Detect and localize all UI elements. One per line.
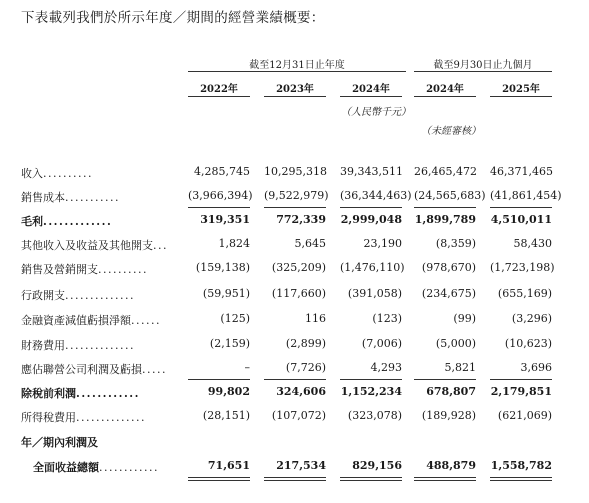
total-double-rule-top xyxy=(188,477,250,478)
table-cell: (1,476,110) xyxy=(340,261,405,274)
row-leader-dots: .............. xyxy=(65,339,135,352)
table-cell: – xyxy=(244,361,250,374)
table-cell: (621,069) xyxy=(497,409,552,422)
subtotal-rule xyxy=(414,379,476,380)
table-cell: 99,802 xyxy=(207,385,250,398)
row-label xyxy=(21,409,146,425)
table-cell: (391,058) xyxy=(347,287,402,300)
table-cell: (234,675) xyxy=(421,287,476,300)
table-cell: 4,510,011 xyxy=(490,213,552,226)
group-underline-annual xyxy=(188,71,406,72)
table-cell: 1,824 xyxy=(218,237,250,250)
subtotal-rule xyxy=(340,379,402,380)
table-cell: (325,209) xyxy=(271,261,326,274)
row-label xyxy=(21,237,168,253)
row-leader-dots: .............. xyxy=(65,289,135,302)
row-leader-dots: ............. xyxy=(43,215,113,228)
row-label-text: 其他收入及收益及其他開支 xyxy=(21,239,153,252)
table-cell: (7,006) xyxy=(361,337,402,350)
table-cell: (5,000) xyxy=(435,337,476,350)
table-cell: (9,522,979) xyxy=(264,189,329,202)
row-label-text: 所得稅費用 xyxy=(21,411,76,424)
row-label-text: 行政開支 xyxy=(21,289,65,302)
table-cell: (7,726) xyxy=(285,361,326,374)
table-cell: 58,430 xyxy=(513,237,552,250)
total-label-line2 xyxy=(33,459,159,475)
unit-note: （人民幣千元） xyxy=(341,107,411,118)
table-cell: (655,169) xyxy=(497,287,552,300)
table-cell: (36,344,463) xyxy=(340,189,412,202)
row-leader-dots: ... xyxy=(153,239,168,252)
year-header-4: 2025年 xyxy=(502,84,540,95)
table-cell: 1,152,234 xyxy=(340,385,402,398)
total-double-rule-top xyxy=(490,477,552,478)
total-cell: 217,534 xyxy=(276,459,326,472)
subtotal-rule xyxy=(264,379,326,380)
table-cell: (99) xyxy=(453,312,476,325)
table-cell: (41,861,454) xyxy=(490,189,562,202)
year-underline-3 xyxy=(414,96,476,97)
row-label xyxy=(21,287,135,303)
table-cell: (24,565,683) xyxy=(414,189,486,202)
table-cell: 772,339 xyxy=(276,213,326,226)
year-header-0: 2022年 xyxy=(200,84,238,95)
table-cell: 5,645 xyxy=(294,237,326,250)
subtotal-rule xyxy=(188,207,250,208)
total-cell: 71,651 xyxy=(207,459,250,472)
table-cell: (2,159) xyxy=(209,337,250,350)
table-cell: 2,179,851 xyxy=(490,385,552,398)
group-header-annual: 截至12月31日止年度 xyxy=(249,60,345,71)
row-leader-dots: ............ xyxy=(76,387,140,400)
table-cell: (8,359) xyxy=(435,237,476,250)
row-label xyxy=(21,361,167,377)
subtotal-rule xyxy=(340,207,402,208)
row-label-text: 銷售及營銷開支 xyxy=(21,263,98,276)
table-cell: 2,999,048 xyxy=(340,213,402,226)
total-label-text: 全面收益總額 xyxy=(33,461,99,474)
table-cell: 678,807 xyxy=(426,385,476,398)
row-label-text: 除稅前利潤 xyxy=(21,387,76,400)
row-label-text: 金融資產減值虧損淨額 xyxy=(21,314,131,327)
year-header-2: 2024年 xyxy=(352,84,390,95)
group-header-nine-month: 截至9月30日止九個月 xyxy=(433,60,533,71)
row-label xyxy=(21,385,140,401)
total-double-rule-bottom xyxy=(490,480,552,481)
subtotal-rule xyxy=(490,207,552,208)
total-double-rule-bottom xyxy=(264,480,326,481)
total-double-rule-top xyxy=(264,477,326,478)
year-underline-2 xyxy=(340,96,402,97)
row-label xyxy=(21,213,112,229)
total-double-rule-top xyxy=(414,477,476,478)
table-cell: (28,151) xyxy=(202,409,250,422)
table-cell: (3,296) xyxy=(511,312,552,325)
row-label-text: 應佔聯營公司利潤及虧損 xyxy=(21,363,142,376)
subtotal-rule xyxy=(414,207,476,208)
subtotal-rule xyxy=(264,207,326,208)
total-double-rule-top xyxy=(340,477,402,478)
table-cell: (2,899) xyxy=(285,337,326,350)
table-cell: 10,295,318 xyxy=(264,165,327,178)
row-label xyxy=(21,312,161,328)
year-header-3: 2024年 xyxy=(426,84,464,95)
row-leader-dots: .......... xyxy=(98,263,148,276)
year-underline-1 xyxy=(264,96,326,97)
table-cell: 39,343,511 xyxy=(340,165,403,178)
total-cell: 488,879 xyxy=(426,459,476,472)
table-cell: 1,899,789 xyxy=(414,213,476,226)
table-cell: 4,293 xyxy=(370,361,402,374)
row-leader-dots: ..... xyxy=(142,363,167,376)
row-label-text: 銷售成本 xyxy=(21,191,65,204)
row-label-text: 毛利 xyxy=(21,215,43,228)
table-cell: (117,660) xyxy=(271,287,326,300)
table-cell: (323,078) xyxy=(347,409,402,422)
table-cell: 324,606 xyxy=(276,385,326,398)
group-underline-nine-month xyxy=(414,71,552,72)
intro-text: 下表載列我們於所示年度／期間的經營業績概要： xyxy=(21,10,325,26)
table-cell: (125) xyxy=(220,312,250,325)
total-label-line1: 年／期內利潤及 xyxy=(21,436,98,449)
subtotal-rule xyxy=(490,379,552,380)
row-label xyxy=(21,189,120,205)
total-cell: 1,558,782 xyxy=(490,459,552,472)
total-double-rule-bottom xyxy=(414,480,476,481)
total-double-rule-bottom xyxy=(340,480,402,481)
table-cell: (3,966,394) xyxy=(188,189,253,202)
subtotal-rule xyxy=(188,379,250,380)
total-cell: 829,156 xyxy=(352,459,402,472)
table-cell: 26,465,472 xyxy=(414,165,477,178)
table-cell: 4,285,745 xyxy=(194,165,250,178)
row-leader-dots: ...... xyxy=(131,314,161,327)
table-cell: 116 xyxy=(305,312,326,325)
table-cell: (107,072) xyxy=(271,409,326,422)
row-label xyxy=(21,261,148,277)
table-cell: 46,371,465 xyxy=(490,165,553,178)
table-cell: (978,670) xyxy=(421,261,476,274)
table-cell: 3,696 xyxy=(520,361,552,374)
table-cell: (159,138) xyxy=(195,261,250,274)
year-underline-4 xyxy=(490,96,552,97)
table-cell: (10,623) xyxy=(504,337,552,350)
table-cell: (123) xyxy=(372,312,402,325)
table-cell: (59,951) xyxy=(202,287,250,300)
table-cell: (189,928) xyxy=(421,409,476,422)
table-cell: 5,821 xyxy=(444,361,476,374)
row-label xyxy=(21,165,93,181)
table-cell: 319,351 xyxy=(200,213,250,226)
table-cell: 23,190 xyxy=(363,237,402,250)
total-leader-dots: ............ xyxy=(99,461,159,474)
row-label-text: 財務費用 xyxy=(21,339,65,352)
row-leader-dots: .......... xyxy=(43,167,93,180)
row-label xyxy=(21,337,135,353)
year-header-1: 2023年 xyxy=(276,84,314,95)
row-leader-dots: .............. xyxy=(76,411,146,424)
year-underline-0 xyxy=(188,96,250,97)
row-leader-dots: ........... xyxy=(65,191,120,204)
total-double-rule-bottom xyxy=(188,480,250,481)
unaudited-note: （未經審核） xyxy=(421,126,481,137)
table-cell: (1,723,198) xyxy=(490,261,555,274)
row-label-text: 收入 xyxy=(21,167,43,180)
